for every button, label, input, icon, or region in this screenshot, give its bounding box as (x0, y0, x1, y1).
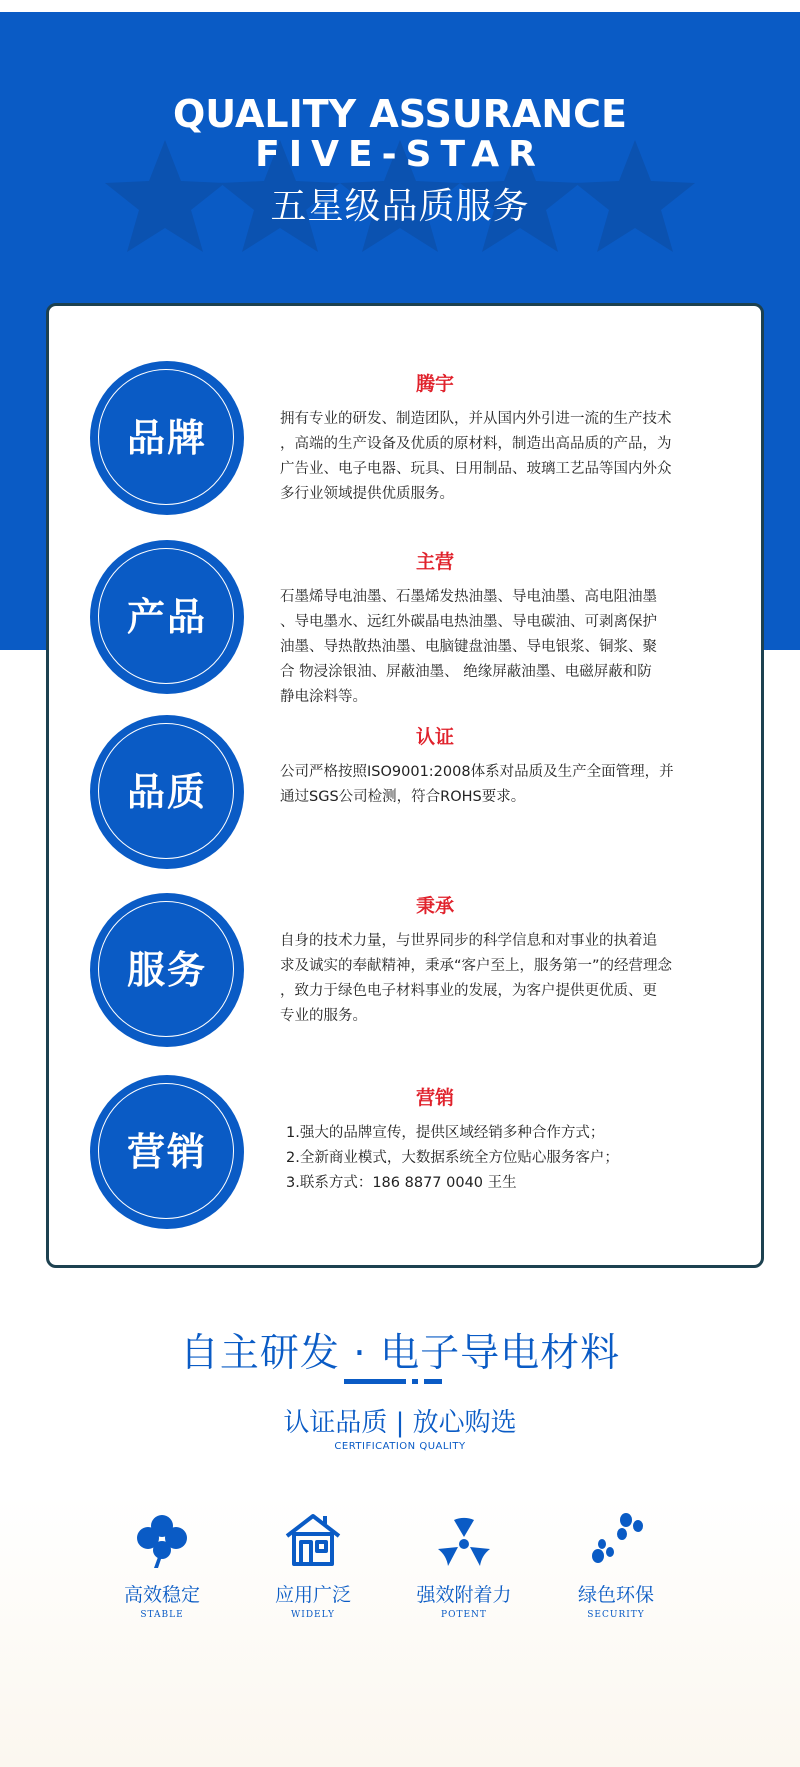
description-line: 拥有专业的研发、制造团队，并从国内外引进一流的生产技术 (280, 411, 672, 427)
title-underline (344, 1379, 406, 1384)
house-icon (283, 1510, 343, 1570)
circle-label: 产品 (126, 595, 207, 639)
feature-title: 认证 (415, 726, 454, 748)
icon-label-en: POTENT (441, 1610, 487, 1620)
brand-circle (90, 361, 244, 515)
description-line: 3.联系方式：186 8877 0040 王生 (286, 1175, 517, 1191)
feature-description (280, 929, 715, 1029)
feature-description (280, 585, 715, 710)
description-line: 合 物浸涂银油、屏蔽油墨、 绝缘屏蔽油墨、电磁屏蔽和防 (280, 664, 652, 680)
feature-title: 腾宇 (415, 373, 454, 395)
description-line: 自身的技术力量，与世界同步的科学信息和对事业的执着追 (280, 933, 657, 949)
description-line: 广告业、电子电器、玩具、日用制品、玻璃工艺品等国内外众 (280, 461, 672, 477)
clover-icon (132, 1510, 192, 1570)
icon-label-en: STABLE (140, 1610, 184, 1620)
feature-description (280, 760, 715, 810)
circle-label: 品牌 (126, 416, 207, 460)
description-line: 油墨、导热散热油墨、电脑键盘油墨、导电银浆、铜浆、聚 (280, 639, 657, 655)
title-underline-dot (412, 1379, 418, 1384)
description-line: 2.全新商业模式，大数据系统全方位贴心服务客户； (286, 1150, 619, 1166)
feature-title: 秉承 (415, 895, 454, 917)
description-line: 1.强大的品牌宣传，提供区域经销多种合作方式； (286, 1125, 605, 1141)
circle-label: 服务 (126, 948, 207, 992)
description-line: 求及诚实的奉献精神，秉承“客户至上，服务第一”的经营理念 (280, 958, 673, 974)
feature-icon-item (546, 1510, 686, 1620)
circle-label: 营销 (126, 1130, 207, 1174)
icon-label-en: SECURITY (587, 1610, 645, 1620)
section-title: 自主研发 · 电子导电材料 (179, 1331, 621, 1376)
feature-description (280, 407, 715, 507)
paw-icon (586, 1510, 646, 1570)
section-subtitle: 认证品质 | 放心购选 (283, 1408, 517, 1438)
description-line: 专业的服务。 (280, 1008, 367, 1024)
icon-label-en: WIDELY (291, 1610, 335, 1620)
description-line: 公司严格按照ISO9001:2008体系对品质及生产全面管理，并 (280, 764, 674, 780)
section-subtitle-en: CERTIFICATION QUALITY (334, 1441, 466, 1452)
feature-icon-item (394, 1510, 534, 1620)
description-line: 石墨烯导电油墨、石墨烯发热油墨、导电油墨、高电阻油墨 (280, 589, 657, 605)
icon-label: 绿色环保 (577, 1584, 654, 1606)
feature-title: 主营 (415, 551, 454, 573)
feature-description (286, 1121, 721, 1196)
description-line: 、导电墨水、远红外碳晶电热油墨、导电碳油、可剥离保护 (280, 614, 657, 630)
feature-title: 营销 (415, 1087, 454, 1109)
service-circle (90, 893, 244, 1047)
radiation-icon (434, 1510, 494, 1570)
feature-icon-item (92, 1510, 232, 1620)
description-line: 多行业领域提供优质服务。 (280, 486, 454, 502)
description-line: ，高端的生产设备及优质的原材料，制造出高品质的产品，为 (280, 436, 672, 452)
description-line: ，致力于绿色电子材料事业的发展，为客户提供更优质、更 (280, 983, 657, 999)
quality-circle (90, 715, 244, 869)
icon-label: 应用广泛 (274, 1584, 351, 1606)
icon-label: 强效附着力 (416, 1584, 512, 1606)
hero-title-en: QUALITY ASSURANCE (172, 92, 628, 136)
hero-title-cn: 五星级品质服务 (270, 186, 530, 227)
description-line: 静电涂料等。 (280, 689, 367, 705)
title-underline-short (424, 1379, 442, 1384)
hero-subtitle-en: FIVE-STAR (255, 134, 545, 175)
icon-label: 高效稳定 (123, 1584, 200, 1606)
feature-icon-item (243, 1510, 383, 1620)
marketing-circle (90, 1075, 244, 1229)
product-circle (90, 540, 244, 694)
description-line: 通过SGS公司检测，符合ROHS要求。 (280, 789, 526, 805)
circle-label: 品质 (126, 770, 207, 814)
